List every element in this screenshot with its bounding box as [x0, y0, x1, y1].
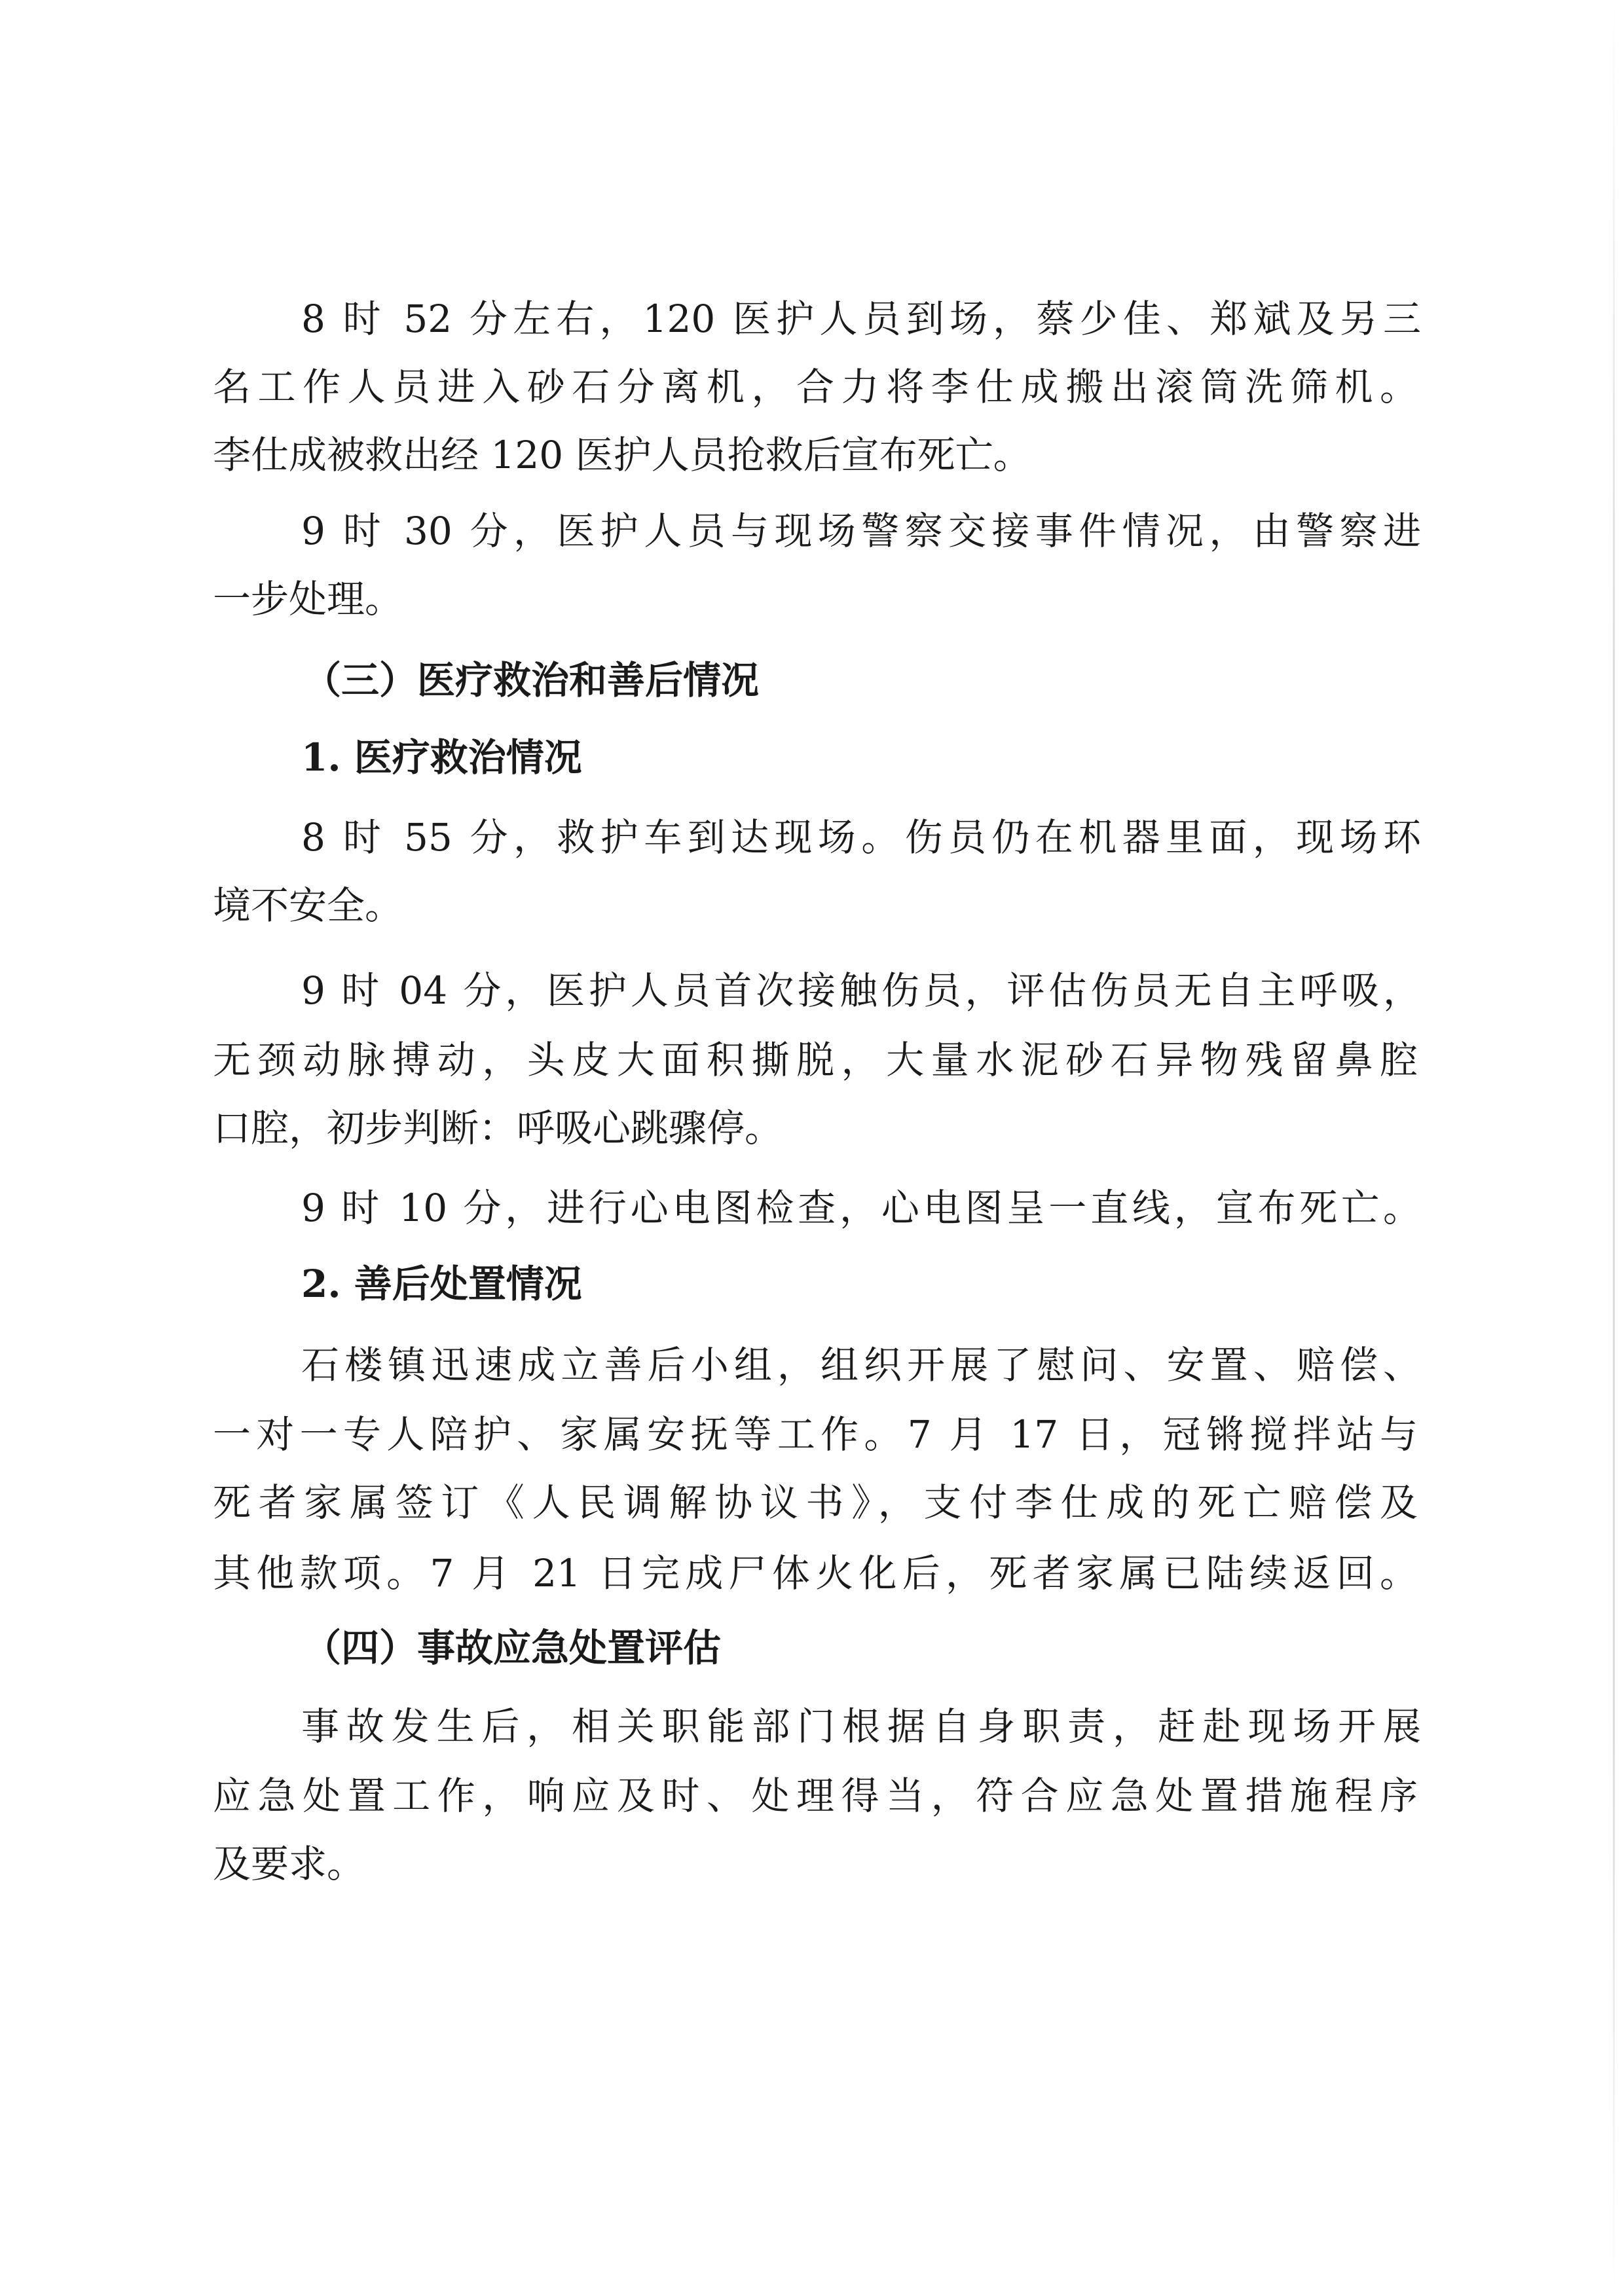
paragraph-ecg-line-1: 9 时 10 分，进行心电图检查，心电图呈一直线，宣布死亡。	[301, 1186, 1421, 1230]
paragraph-contact-line-2: 无颈动脉搏动，头皮大面积撕脱，大量水泥砂石异物残留鼻腔	[213, 1038, 1418, 1082]
paragraph-assessment-line-2: 应急处置工作，响应及时、处理得当，符合应急处置措施程序	[213, 1774, 1418, 1818]
scan-edge-shadow	[1613, 0, 1615, 2296]
paragraph-contact-line-3: 口腔，初步判断：呼吸心跳骤停。	[213, 1106, 783, 1150]
paragraph-assessment-line-1: 事故发生后，相关职能部门根据自身职责，赶赴现场开展	[301, 1704, 1421, 1749]
paragraph-aftermath-line-2: 一对一专人陪护、家属安抚等工作。7 月 17 日，冠锵搅拌站与	[213, 1412, 1418, 1457]
paragraph-handover-line-2: 一步处理。	[213, 577, 403, 621]
paragraph-arrival-line-3: 李仕成被救出经 120 医护人员抢救后宣布死亡。	[213, 433, 1031, 477]
paragraph-handover-line-1: 9 时 30 分，医护人员与现场警察交接事件情况，由警察进	[301, 509, 1421, 553]
paragraph-assessment-line-3: 及要求。	[213, 1842, 365, 1886]
paragraph-arrival-line-2: 名工作人员进入砂石分离机，合力将李仕成搬出滚筒洗筛机。	[213, 365, 1418, 409]
paragraph-ambulance-line-2: 境不安全。	[213, 883, 403, 928]
paragraph-aftermath-line-1: 石楼镇迅速成立善后小组，组织开展了慰问、安置、赔偿、	[301, 1343, 1421, 1387]
subheading-aftermath: 2. 善后处置情况	[301, 1262, 582, 1306]
paragraph-aftermath-line-4: 其他款项。7 月 21 日完成尸体火化后，死者家属已陆续返回。	[213, 1551, 1418, 1595]
paragraph-ambulance-line-1: 8 时 55 分，救护车到达现场。伤员仍在机器里面，现场环	[301, 815, 1421, 860]
section-heading-3: （三）医疗救治和善后情况	[303, 658, 760, 702]
section-heading-4: （四）事故应急处置评估	[303, 1626, 722, 1670]
paragraph-aftermath-line-3: 死者家属签订《人民调解协议书》，支付李仕成的死亡赔偿及	[213, 1480, 1418, 1525]
subheading-medical: 1. 医疗救治情况	[301, 735, 582, 780]
paragraph-arrival-line-1: 8 时 52 分左右，120 医护人员到场，蔡少佳、郑斌及另三	[301, 297, 1421, 341]
paragraph-contact-line-1: 9 时 04 分，医护人员首次接触伤员，评估伤员无自主呼吸，	[301, 968, 1421, 1013]
